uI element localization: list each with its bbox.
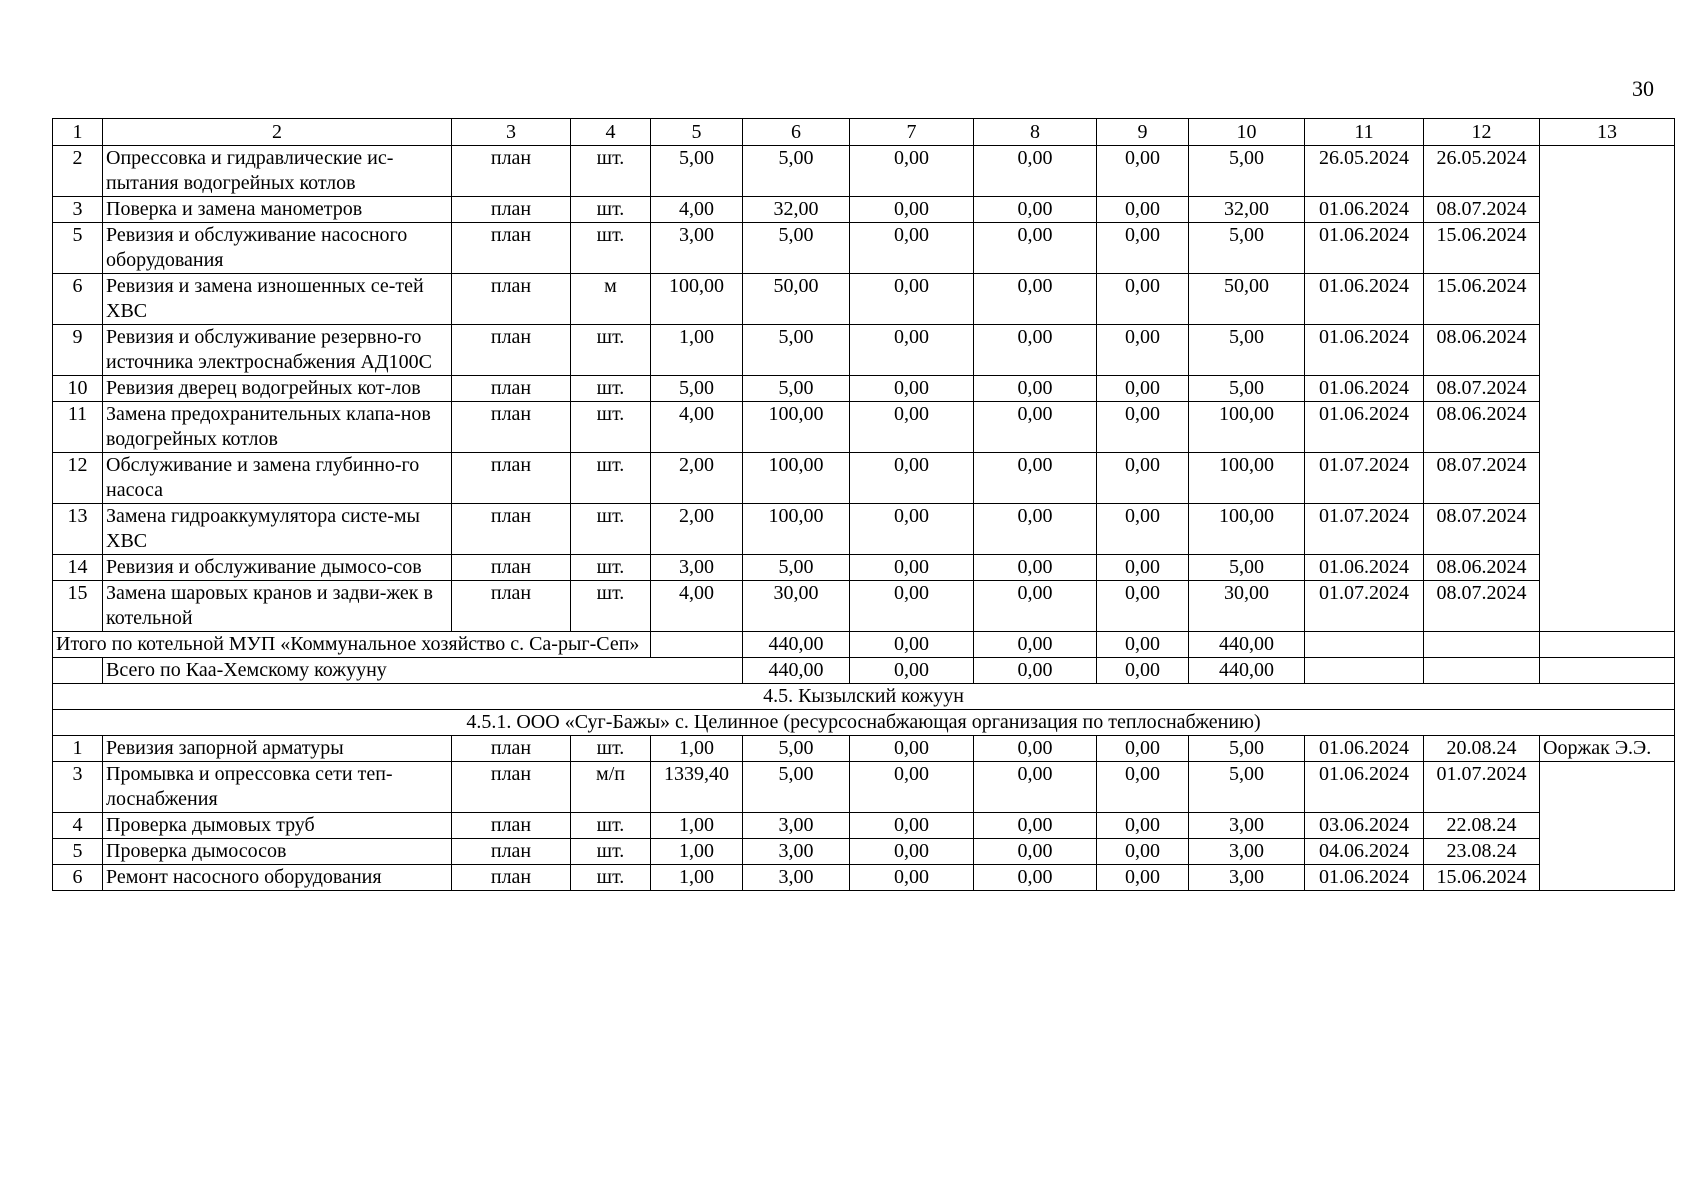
row-number-cell: 4 <box>53 813 103 839</box>
row-number-cell: 1 <box>53 736 103 762</box>
value-cell: 0,00 <box>1097 146 1189 197</box>
value-cell: 0,00 <box>850 555 974 581</box>
value-cell: 0,00 <box>850 839 974 865</box>
value-cell: 3,00 <box>743 839 850 865</box>
value-cell: 0,00 <box>850 197 974 223</box>
subtotal-row <box>53 632 1675 658</box>
table-row <box>53 736 1675 762</box>
unit-cell: шт. <box>571 813 651 839</box>
value-cell: 4,00 <box>651 197 743 223</box>
value-cell: 5,00 <box>1189 555 1305 581</box>
row-number-cell: 10 <box>53 376 103 402</box>
value-cell: 1,00 <box>651 325 743 376</box>
start-date-cell: 01.06.2024 <box>1305 325 1424 376</box>
value-cell: 4,00 <box>651 402 743 453</box>
plan-cell: план <box>452 223 571 274</box>
table-row <box>53 402 1675 453</box>
value-cell: 3,00 <box>1189 839 1305 865</box>
total-row <box>53 658 1675 684</box>
value-cell: 0,00 <box>1097 813 1189 839</box>
end-date-cell: 26.05.2024 <box>1424 146 1540 197</box>
unit-cell: шт. <box>571 736 651 762</box>
value-cell: 0,00 <box>974 658 1097 684</box>
value-cell: 5,00 <box>743 223 850 274</box>
work-name-cell: Проверка дымососов <box>103 839 452 865</box>
work-name-cell: Ревизия и обслуживание насосного оборудования <box>103 223 452 274</box>
header-cell: 1 <box>53 119 103 146</box>
value-cell: 3,00 <box>1189 865 1305 891</box>
end-date-cell: 08.06.2024 <box>1424 555 1540 581</box>
start-date-cell: 01.06.2024 <box>1305 197 1424 223</box>
value-cell: 0,00 <box>850 453 974 504</box>
plan-cell: план <box>452 813 571 839</box>
end-date-cell: 08.06.2024 <box>1424 325 1540 376</box>
plan-cell: план <box>452 736 571 762</box>
row-number-cell: 5 <box>53 839 103 865</box>
work-name-cell: Обслуживание и замена глубинно-го насоса <box>103 453 452 504</box>
value-cell: 0,00 <box>850 274 974 325</box>
table-row <box>53 325 1675 376</box>
subsection-title: 4.5.1. ООО «Суг-Бажы» с. Целинное (ресурсоснабжающая организация по теплоснабжению) <box>53 710 1675 736</box>
table-row <box>53 839 1675 865</box>
unit-cell: шт. <box>571 376 651 402</box>
responsible-cell: Ооржак Э.Э. <box>1540 736 1675 762</box>
work-name-cell: Опрессовка и гидравлические ис-пытания водогрейных котлов <box>103 146 452 197</box>
end-date-cell: 08.07.2024 <box>1424 197 1540 223</box>
value-cell: 0,00 <box>1097 632 1189 658</box>
value-cell: 0,00 <box>1097 453 1189 504</box>
empty-cell <box>1305 658 1424 684</box>
section-row <box>53 684 1675 710</box>
value-cell: 5,00 <box>743 762 850 813</box>
value-cell: 0,00 <box>974 813 1097 839</box>
table-row <box>53 555 1675 581</box>
empty-cell <box>1540 658 1675 684</box>
value-cell: 0,00 <box>1097 325 1189 376</box>
table-row <box>53 146 1675 197</box>
row-number-cell: 15 <box>53 581 103 632</box>
value-cell: 440,00 <box>1189 632 1305 658</box>
row-number-cell: 3 <box>53 762 103 813</box>
value-cell: 0,00 <box>974 223 1097 274</box>
work-name-cell: Замена гидроаккумулятора систе-мы ХВС <box>103 504 452 555</box>
section-title: 4.5. Кызылский кожуун <box>53 684 1675 710</box>
plan-cell: план <box>452 274 571 325</box>
end-date-cell: 08.07.2024 <box>1424 581 1540 632</box>
value-cell: 0,00 <box>850 632 974 658</box>
unit-cell: шт. <box>571 453 651 504</box>
value-cell: 1,00 <box>651 813 743 839</box>
value-cell: 100,00 <box>1189 402 1305 453</box>
value-cell: 1,00 <box>651 865 743 891</box>
value-cell: 30,00 <box>1189 581 1305 632</box>
start-date-cell: 01.07.2024 <box>1305 504 1424 555</box>
total-label: Всего по Каа-Хемскому кожууну <box>103 658 743 684</box>
value-cell: 3,00 <box>651 555 743 581</box>
value-cell: 0,00 <box>850 376 974 402</box>
plan-cell: план <box>452 325 571 376</box>
plan-cell: план <box>452 762 571 813</box>
value-cell: 100,00 <box>1189 504 1305 555</box>
table-row <box>53 581 1675 632</box>
header-cell: 8 <box>974 119 1097 146</box>
value-cell: 0,00 <box>974 555 1097 581</box>
value-cell: 0,00 <box>1097 402 1189 453</box>
empty-cell <box>1424 658 1540 684</box>
value-cell: 4,00 <box>651 581 743 632</box>
value-cell: 30,00 <box>743 581 850 632</box>
row-number-cell: 13 <box>53 504 103 555</box>
work-name-cell: Ревизия и обслуживание дымосо-сов <box>103 555 452 581</box>
header-row <box>53 119 1675 146</box>
start-date-cell: 01.06.2024 <box>1305 555 1424 581</box>
value-cell: 5,00 <box>743 736 850 762</box>
value-cell: 50,00 <box>1189 274 1305 325</box>
table-row <box>53 762 1675 813</box>
work-name-cell: Промывка и опрессовка сети теп-лоснабжения <box>103 762 452 813</box>
unit-cell: шт. <box>571 581 651 632</box>
row-number-cell: 14 <box>53 555 103 581</box>
value-cell: 0,00 <box>1097 762 1189 813</box>
value-cell: 0,00 <box>1097 658 1189 684</box>
value-cell: 5,00 <box>651 376 743 402</box>
header-cell: 2 <box>103 119 452 146</box>
plan-cell: план <box>452 581 571 632</box>
header-cell: 3 <box>452 119 571 146</box>
row-number-cell: 12 <box>53 453 103 504</box>
value-cell: 1,00 <box>651 736 743 762</box>
value-cell: 1339,40 <box>651 762 743 813</box>
value-cell: 0,00 <box>850 146 974 197</box>
value-cell: 0,00 <box>974 839 1097 865</box>
start-date-cell: 01.07.2024 <box>1305 581 1424 632</box>
value-cell: 0,00 <box>850 504 974 555</box>
plan-cell: план <box>452 504 571 555</box>
value-cell: 0,00 <box>974 325 1097 376</box>
value-cell: 0,00 <box>850 813 974 839</box>
table-row <box>53 504 1675 555</box>
row-number-cell: 2 <box>53 146 103 197</box>
value-cell: 0,00 <box>1097 555 1189 581</box>
value-cell: 5,00 <box>743 146 850 197</box>
end-date-cell: 23.08.24 <box>1424 839 1540 865</box>
value-cell: 0,00 <box>850 402 974 453</box>
value-cell: 0,00 <box>974 453 1097 504</box>
work-name-cell: Ревизия дверец водогрейных кот-лов <box>103 376 452 402</box>
value-cell: 32,00 <box>1189 197 1305 223</box>
work-plan-table <box>52 118 1675 891</box>
table-row <box>53 813 1675 839</box>
plan-cell: план <box>452 146 571 197</box>
start-date-cell: 03.06.2024 <box>1305 813 1424 839</box>
value-cell: 0,00 <box>974 762 1097 813</box>
header-cell: 10 <box>1189 119 1305 146</box>
value-cell: 0,00 <box>1097 839 1189 865</box>
end-date-cell: 08.06.2024 <box>1424 402 1540 453</box>
value-cell: 0,00 <box>850 736 974 762</box>
value-cell: 1,00 <box>651 839 743 865</box>
value-cell: 0,00 <box>1097 376 1189 402</box>
start-date-cell: 01.06.2024 <box>1305 736 1424 762</box>
value-cell: 0,00 <box>974 865 1097 891</box>
header-cell: 7 <box>850 119 974 146</box>
value-cell: 3,00 <box>651 223 743 274</box>
value-cell: 440,00 <box>743 632 850 658</box>
end-date-cell: 08.07.2024 <box>1424 376 1540 402</box>
value-cell: 0,00 <box>850 581 974 632</box>
row-number-cell: 6 <box>53 865 103 891</box>
responsible-cell <box>1540 762 1675 891</box>
value-cell: 0,00 <box>850 325 974 376</box>
value-cell: 5,00 <box>1189 325 1305 376</box>
work-name-cell: Поверка и замена манометров <box>103 197 452 223</box>
empty-cell <box>651 632 743 658</box>
value-cell: 100,00 <box>651 274 743 325</box>
value-cell: 5,00 <box>651 146 743 197</box>
end-date-cell: 08.07.2024 <box>1424 453 1540 504</box>
value-cell: 5,00 <box>743 555 850 581</box>
table-row <box>53 223 1675 274</box>
value-cell: 0,00 <box>1097 504 1189 555</box>
start-date-cell: 01.06.2024 <box>1305 865 1424 891</box>
empty-cell <box>1305 632 1424 658</box>
value-cell: 440,00 <box>1189 658 1305 684</box>
unit-cell: шт. <box>571 223 651 274</box>
start-date-cell: 01.06.2024 <box>1305 223 1424 274</box>
value-cell: 5,00 <box>743 325 850 376</box>
value-cell: 5,00 <box>1189 376 1305 402</box>
row-number-cell: 9 <box>53 325 103 376</box>
end-date-cell: 15.06.2024 <box>1424 865 1540 891</box>
value-cell: 440,00 <box>743 658 850 684</box>
plan-cell: план <box>452 453 571 504</box>
start-date-cell: 01.07.2024 <box>1305 453 1424 504</box>
row-number-cell: 6 <box>53 274 103 325</box>
table-row <box>53 197 1675 223</box>
value-cell: 2,00 <box>651 453 743 504</box>
unit-cell: шт. <box>571 325 651 376</box>
row-number-cell: 3 <box>53 197 103 223</box>
empty-cell <box>1424 632 1540 658</box>
header-cell: 5 <box>651 119 743 146</box>
table-row <box>53 865 1675 891</box>
header-cell: 13 <box>1540 119 1675 146</box>
work-name-cell: Замена предохранительных клапа-нов водогрейных котлов <box>103 402 452 453</box>
table-row <box>53 274 1675 325</box>
value-cell: 100,00 <box>1189 453 1305 504</box>
row-number-cell: 5 <box>53 223 103 274</box>
row-number-cell: 11 <box>53 402 103 453</box>
value-cell: 5,00 <box>1189 736 1305 762</box>
unit-cell: шт. <box>571 865 651 891</box>
header-cell: 9 <box>1097 119 1189 146</box>
value-cell: 0,00 <box>850 762 974 813</box>
value-cell: 5,00 <box>743 376 850 402</box>
value-cell: 0,00 <box>974 402 1097 453</box>
value-cell: 0,00 <box>974 146 1097 197</box>
plan-cell: план <box>452 402 571 453</box>
table-row <box>53 453 1675 504</box>
value-cell: 5,00 <box>1189 223 1305 274</box>
value-cell: 0,00 <box>1097 274 1189 325</box>
page-number: 30 <box>1632 76 1654 101</box>
plan-cell: план <box>452 865 571 891</box>
value-cell: 0,00 <box>1097 865 1189 891</box>
value-cell: 50,00 <box>743 274 850 325</box>
value-cell: 0,00 <box>850 658 974 684</box>
work-name-cell: Ревизия и замена изношенных се-тей ХВС <box>103 274 452 325</box>
subtotal-label: Итого по котельной МУП «Коммунальное хозяйство с. Са-рыг-Сеп» <box>53 632 651 658</box>
value-cell: 0,00 <box>850 223 974 274</box>
unit-cell: шт. <box>571 146 651 197</box>
plan-cell: план <box>452 376 571 402</box>
start-date-cell: 01.06.2024 <box>1305 376 1424 402</box>
empty-cell <box>1540 632 1675 658</box>
value-cell: 0,00 <box>850 865 974 891</box>
header-cell: 6 <box>743 119 850 146</box>
end-date-cell: 20.08.24 <box>1424 736 1540 762</box>
value-cell: 0,00 <box>974 274 1097 325</box>
unit-cell: шт. <box>571 197 651 223</box>
value-cell: 0,00 <box>974 376 1097 402</box>
plan-cell: план <box>452 197 571 223</box>
value-cell: 0,00 <box>1097 197 1189 223</box>
value-cell: 32,00 <box>743 197 850 223</box>
value-cell: 100,00 <box>743 453 850 504</box>
start-date-cell: 04.06.2024 <box>1305 839 1424 865</box>
work-name-cell: Ревизия запорной арматуры <box>103 736 452 762</box>
value-cell: 3,00 <box>1189 813 1305 839</box>
work-name-cell: Ремонт насосного оборудования <box>103 865 452 891</box>
value-cell: 5,00 <box>1189 762 1305 813</box>
unit-cell: м <box>571 274 651 325</box>
value-cell: 0,00 <box>1097 736 1189 762</box>
work-name-cell: Замена шаровых кранов и задви-жек в котельной <box>103 581 452 632</box>
value-cell: 2,00 <box>651 504 743 555</box>
unit-cell: шт. <box>571 839 651 865</box>
end-date-cell: 22.08.24 <box>1424 813 1540 839</box>
value-cell: 3,00 <box>743 865 850 891</box>
start-date-cell: 01.06.2024 <box>1305 274 1424 325</box>
end-date-cell: 15.06.2024 <box>1424 274 1540 325</box>
end-date-cell: 08.07.2024 <box>1424 504 1540 555</box>
empty-cell <box>53 658 103 684</box>
start-date-cell: 26.05.2024 <box>1305 146 1424 197</box>
value-cell: 100,00 <box>743 504 850 555</box>
unit-cell: м/п <box>571 762 651 813</box>
value-cell: 3,00 <box>743 813 850 839</box>
plan-cell: план <box>452 839 571 865</box>
value-cell: 0,00 <box>974 736 1097 762</box>
plan-cell: план <box>452 555 571 581</box>
header-cell: 12 <box>1424 119 1540 146</box>
end-date-cell: 01.07.2024 <box>1424 762 1540 813</box>
header-cell: 11 <box>1305 119 1424 146</box>
unit-cell: шт. <box>571 504 651 555</box>
work-name-cell: Ревизия и обслуживание резервно-го источника электроснабжения АД100С <box>103 325 452 376</box>
end-date-cell: 15.06.2024 <box>1424 223 1540 274</box>
header-cell: 4 <box>571 119 651 146</box>
subsection-row <box>53 710 1675 736</box>
value-cell: 5,00 <box>1189 146 1305 197</box>
value-cell: 100,00 <box>743 402 850 453</box>
table-row <box>53 376 1675 402</box>
value-cell: 0,00 <box>1097 223 1189 274</box>
work-name-cell: Проверка дымовых труб <box>103 813 452 839</box>
value-cell: 0,00 <box>974 197 1097 223</box>
value-cell: 0,00 <box>974 504 1097 555</box>
value-cell: 0,00 <box>974 632 1097 658</box>
unit-cell: шт. <box>571 555 651 581</box>
value-cell: 0,00 <box>1097 581 1189 632</box>
value-cell: 0,00 <box>974 581 1097 632</box>
start-date-cell: 01.06.2024 <box>1305 762 1424 813</box>
unit-cell: шт. <box>571 402 651 453</box>
start-date-cell: 01.06.2024 <box>1305 402 1424 453</box>
responsible-cell <box>1540 146 1675 632</box>
